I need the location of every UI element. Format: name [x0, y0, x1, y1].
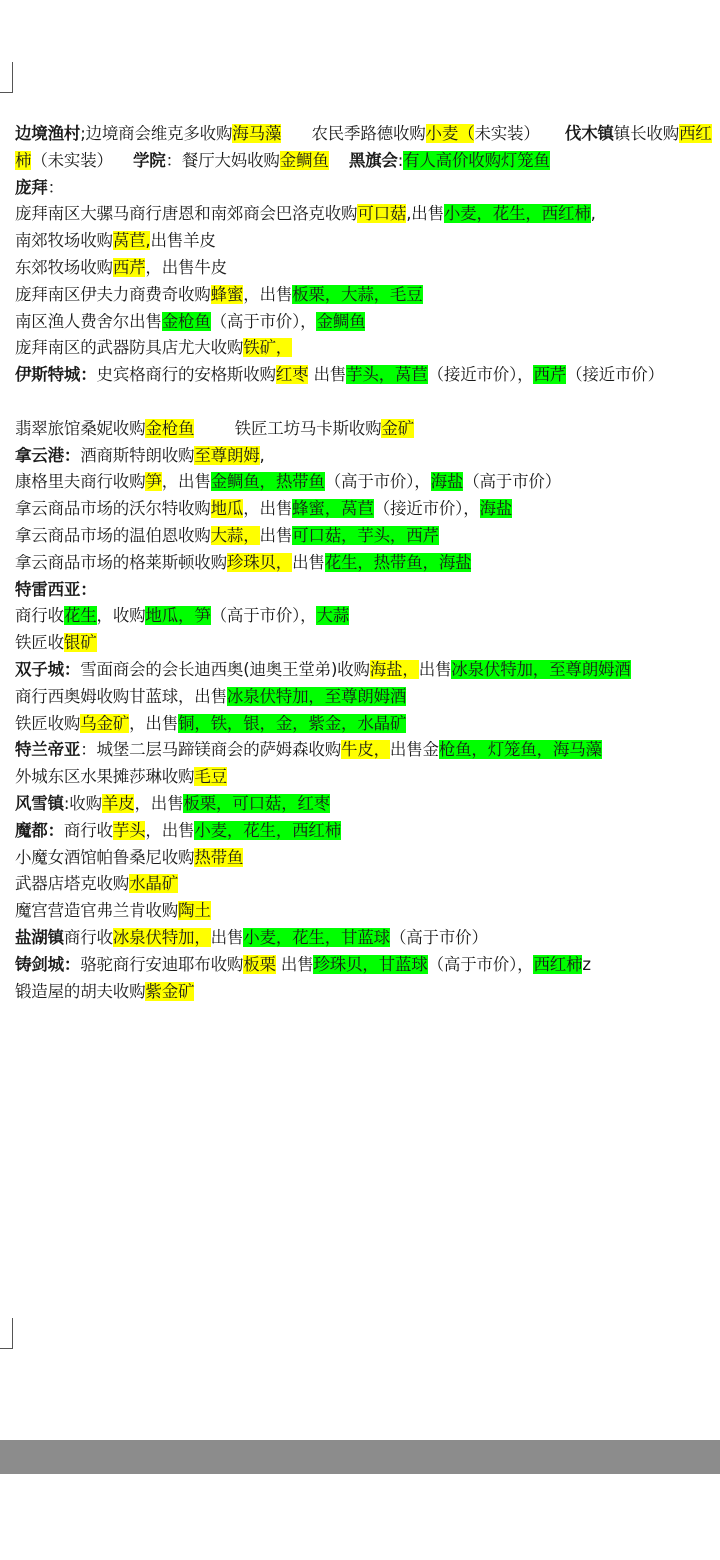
plain-text — [329, 151, 349, 170]
page-separator-bar — [0, 1440, 720, 1474]
highlight-buy-item: 羊皮 — [101, 793, 135, 813]
place-name-heading: 盐湖镇 — [15, 927, 64, 947]
plain-text: 庞拜南区伊夫力商费奇收购 — [15, 284, 211, 304]
plain-text: 商行收 — [63, 820, 113, 840]
text-line — [15, 443, 720, 470]
highlight-buy-item: 牛皮， — [341, 740, 390, 760]
highlight-sell-item: 珍珠贝，甘蓝球 — [313, 954, 428, 974]
plain-text: ，出售 — [129, 713, 179, 733]
plain-text: 出售 — [259, 525, 293, 545]
highlight-buy-item: 水晶矿 — [129, 874, 179, 894]
place-name-heading: 学院 — [133, 150, 166, 170]
plain-text: 拿云商品市场的温伯恩收购 — [15, 525, 211, 545]
highlight-sell-item: 西红柿 — [533, 954, 583, 974]
place-name-heading: 特兰帝亚 — [15, 740, 81, 760]
place-name-heading: 庞拜 — [15, 177, 48, 197]
plain-text: ，收购 — [96, 606, 146, 626]
text-line — [15, 630, 720, 657]
text-line — [15, 309, 720, 336]
highlight-buy-item: 芋头 — [112, 820, 146, 840]
place-name-heading: 铸剑城： — [15, 954, 81, 974]
plain-text: ，出售 — [243, 284, 293, 304]
plain-text: （高于市价）， — [324, 472, 431, 492]
highlight-buy-item: 热带鱼 — [194, 847, 244, 867]
plain-text: ，出售牛皮 — [145, 257, 227, 277]
plain-text: 铁匠收 — [15, 633, 64, 653]
plain-text: 出售 — [292, 552, 325, 572]
page-corner-mark-bottom — [0, 1318, 13, 1349]
place-name-heading: 边境渔村 — [15, 124, 81, 143]
plain-text: 骆驼商行安迪耶布收购 — [80, 954, 244, 974]
highlight-sell-item: 花生，热带鱼，海盐 — [324, 552, 472, 572]
plain-text: ： — [47, 177, 64, 197]
place-name-heading: 风雪镇 — [15, 793, 64, 813]
plain-text: , — [590, 204, 596, 224]
highlight-sell-item: 大蒜 — [316, 606, 350, 626]
plain-text: : — [397, 150, 404, 170]
text-line — [15, 871, 720, 898]
plain-text: （接近市价）， — [427, 365, 534, 385]
plain-text: 出售 — [308, 365, 347, 385]
plain-text: 拿云商品市场的沃尔特收购 — [15, 499, 211, 519]
highlight-buy-item: 小麦（ — [425, 124, 475, 143]
text-line — [15, 282, 720, 309]
plain-text: （高于市价）， — [427, 954, 534, 974]
plain-text: 出售 — [275, 954, 314, 974]
highlight-buy-item: 蜂蜜 — [210, 284, 244, 304]
text-line — [15, 684, 720, 711]
plain-text: 南郊牧场收购 — [15, 231, 113, 251]
highlight-sell-item: 小麦，花生，西红柿 — [443, 204, 591, 224]
highlight-sell-item: 铜，铁，银，金，紫金，水晶矿 — [178, 713, 407, 733]
highlight-buy-item: 海盐， — [369, 659, 419, 679]
highlight-sell-item: 枪鱼，灯笼鱼，海马藻 — [438, 740, 602, 760]
highlight-sell-item: 芋头，莴苣 — [346, 365, 428, 385]
text-line — [15, 228, 720, 255]
plain-text: ：城堡二层马蹄镁商会的萨姆森收购 — [80, 740, 342, 760]
text-line — [15, 201, 720, 228]
plain-text: 南区渔人费舍尔出售 — [15, 311, 162, 331]
text-line — [15, 523, 720, 550]
text-line — [15, 791, 720, 818]
text-line — [15, 469, 720, 496]
plain-text: 小魔女酒馆帕鲁桑尼收购 — [15, 847, 195, 867]
highlight-sell-item: 板栗，大蒜，毛豆 — [292, 284, 423, 304]
highlight-buy-item: 可口菇 — [357, 204, 407, 224]
plain-text: 庞拜南区的武器防具店尤大收购 — [15, 338, 244, 358]
plain-text: 酒商斯特朗收购 — [80, 445, 195, 465]
text-line — [15, 255, 720, 282]
highlight-buy-item: 陶土 — [178, 901, 211, 921]
plain-text: 未实装） — [474, 124, 565, 143]
highlight-buy-item: 紫金矿 — [145, 981, 195, 1001]
highlight-sell-item: 地瓜，笋 — [145, 606, 211, 626]
page-corner-mark-top — [0, 62, 13, 93]
place-name-heading: 拿云港： — [15, 445, 81, 465]
highlight-sell-item: 金鲷鱼 — [316, 311, 366, 331]
plain-text: 出售金 — [389, 740, 439, 760]
text-line — [15, 925, 720, 952]
plain-text: ,出售 — [406, 204, 444, 224]
highlight-buy-item: 金鲷鱼 — [279, 150, 329, 170]
plain-text: 铁匠工坊马卡斯收购 — [194, 418, 382, 438]
text-line — [15, 737, 720, 764]
plain-text: 商行收 — [15, 606, 64, 626]
plain-text: （高于市价） — [463, 472, 562, 492]
highlight-sell-item: 小麦，花生，西红柿 — [194, 820, 342, 840]
text-line — [15, 657, 720, 684]
highlight-buy-item: 银矿 — [63, 633, 97, 653]
plain-text: 史宾格商行的安格斯收购 — [96, 365, 276, 385]
text-line — [15, 603, 720, 630]
plain-text: 出售羊皮 — [150, 231, 216, 251]
plain-text: z — [582, 954, 591, 974]
text-line — [15, 818, 720, 845]
highlight-sell-item: 冰泉伏特加，至尊朗姆酒 — [226, 686, 407, 706]
text-line — [15, 898, 720, 925]
highlight-sell-item: 海盐 — [479, 499, 513, 519]
plain-text: 东郊牧场收购 — [15, 257, 113, 277]
highlight-buy-item: 大蒜， — [210, 525, 260, 545]
plain-text: （高于市价）， — [210, 311, 317, 331]
plain-text: ，出售 — [145, 820, 195, 840]
text-line — [15, 979, 720, 1006]
highlight-buy-item: 金枪鱼 — [145, 418, 195, 438]
text-line — [15, 550, 720, 577]
plain-text: 出售 — [210, 927, 244, 947]
highlight-buy-item: 金矿 — [381, 418, 414, 438]
highlight-buy-item: 至尊朗姆 — [194, 445, 260, 465]
plain-text: 翡翠旅馆桑妮收购 — [15, 418, 146, 438]
place-name-heading: 黑旗会 — [348, 150, 398, 170]
highlight-buy-item: 莴苣, — [112, 231, 151, 251]
plain-text: ，出售 — [134, 793, 184, 813]
place-name-heading: 伐木镇 — [564, 124, 614, 143]
highlight-sell-item: 小麦，花生，甘蓝球 — [243, 927, 390, 947]
plain-text: 武器店塔克收购 — [15, 874, 130, 894]
text-line — [15, 711, 720, 738]
plain-text: ，出售 — [161, 472, 211, 492]
text-line — [15, 335, 720, 362]
highlight-buy-item: 乌金矿 — [80, 713, 130, 733]
plain-text: （未实装） — [31, 150, 133, 170]
highlight-buy-item: 板栗 — [243, 954, 276, 974]
plain-text: 魔宫营造官弗兰肯收购 — [15, 901, 179, 921]
plain-text: （接近市价）， — [373, 499, 480, 519]
plain-text: 庞拜南区大骡马商行唐恩和南郊商会巴洛克收购 — [15, 204, 358, 224]
highlight-sell-item: 蜂蜜，莴苣 — [292, 499, 374, 519]
highlight-buy-item: 毛豆 — [194, 767, 227, 787]
plain-text: , — [259, 445, 265, 465]
text-line — [15, 416, 720, 443]
place-name-heading: 特雷西亚： — [15, 579, 97, 599]
highlight-buy-item: 笋 — [145, 472, 162, 492]
plain-text: ：餐厅大妈收购 — [165, 150, 280, 170]
text-line — [15, 175, 720, 202]
highlight-sell-item: 冰泉伏特加，至尊朗姆酒 — [451, 659, 631, 679]
plain-text: 商行西奥姆收购甘蓝球，出售 — [15, 686, 227, 706]
plain-text: 农民季路德收购 — [281, 124, 426, 143]
plain-text: （高于市价）， — [210, 606, 317, 626]
text-line — [15, 845, 720, 872]
document-body — [15, 121, 720, 1005]
highlight-sell-item: 海盐 — [430, 472, 464, 492]
highlight-sell-item: 金鲷鱼，热带鱼 — [210, 472, 325, 492]
plain-text: 拿云商品市场的格莱斯顿收购 — [15, 552, 227, 572]
place-name-heading: 魔都： — [15, 820, 64, 840]
plain-text: 康格里夫商行收购 — [15, 472, 146, 492]
highlight-buy-item: 冰泉伏特加， — [112, 927, 211, 947]
highlight-buy-item: 海马藻 — [232, 124, 282, 143]
plain-text: ，出售 — [243, 499, 293, 519]
text-line — [15, 362, 720, 416]
plain-text: 外城东区水果摊莎琳收购 — [15, 767, 195, 787]
place-name-heading: 伊斯特城： — [15, 365, 97, 385]
highlight-buy-item: 红枣 — [275, 365, 309, 385]
highlight-buy-item: 珍珠贝， — [226, 552, 293, 572]
highlight-sell-item: 花生 — [63, 606, 97, 626]
plain-text: 出售 — [418, 659, 452, 679]
text-line — [15, 496, 720, 523]
plain-text: （接近市价） — [566, 365, 664, 385]
next-page-area — [0, 1474, 720, 1560]
highlight-sell-item: 板栗，可口菇，红枣 — [183, 793, 331, 813]
highlight-sell-item: 可口菇，芋头，西芹 — [292, 525, 439, 545]
highlight-sell-item: 金枪鱼 — [161, 311, 211, 331]
plain-text: ;边境商会维克多收购 — [80, 124, 233, 143]
text-line — [15, 952, 720, 979]
plain-text: （高于市价） — [389, 927, 488, 947]
highlight-sell-item: 有人高价收购灯笼鱼 — [403, 150, 550, 170]
text-line — [15, 121, 720, 175]
plain-text: 镇长收购 — [613, 124, 679, 143]
place-name-heading: 双子城： — [15, 659, 81, 679]
text-line — [15, 764, 720, 791]
plain-text: 铁匠收购 — [15, 713, 81, 733]
highlight-buy-item: 铁矿， — [243, 338, 293, 358]
highlight-buy-item: 西红柿 — [15, 124, 712, 170]
text-line — [15, 577, 720, 604]
plain-text: 锻造屋的胡夫收购 — [15, 981, 146, 1001]
highlight-buy-item: 地瓜 — [210, 499, 244, 519]
plain-text: :收购 — [63, 793, 102, 813]
plain-text: 雪面商会的会长迪西奥(迪奥王堂弟)收购 — [80, 659, 370, 679]
plain-text: 商行收 — [63, 927, 113, 947]
highlight-sell-item: 西芹 — [533, 365, 567, 385]
highlight-buy-item: 西芹 — [112, 257, 146, 277]
